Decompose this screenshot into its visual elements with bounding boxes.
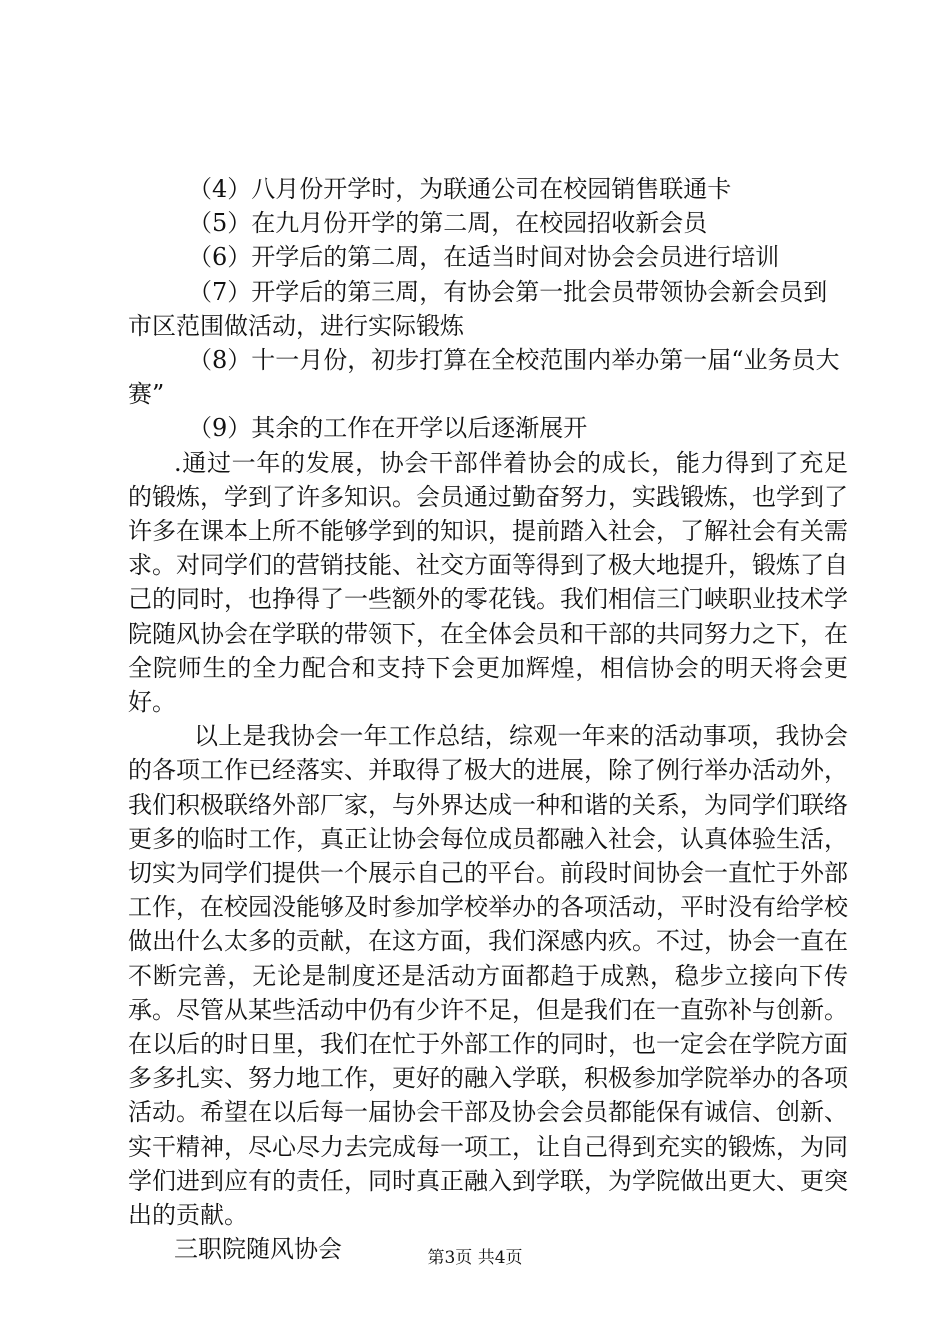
list-item: （5）在九月份开学的第二周，在校园招收新会员 — [188, 209, 708, 238]
list-item: （4）八月份开学时，为联通公司在校园销售联通卡 — [188, 175, 732, 203]
list-item: （7）开学后的第三周，有协会第一批会员带领协会新会员到市区范围做活动，进行实际锻炼 — [128, 277, 828, 340]
list-item: （6）开学后的第二周，在适当时间对协会会员进行培训 — [188, 243, 780, 272]
list-item: （8）十一月份，初步打算在全校范围内举办第一届“业务员大赛” — [128, 346, 840, 409]
page-footer: 第3页 共4页 — [427, 1248, 523, 1268]
paragraph: .通过一年的发展，协会干部伴着协会的成长，能力得到了充足的锻炼，学到了许多知识。会员通过勤奋努力，实践锻炼，也学到了许多在课本上所不能够学到的知识，提前踏入社会，了解社会有关需求。对同学们的营销技能、社交方面等得到了极大地提升，锻炼了自己的同时，也挣得了一些额外的零花钱。我们相信三门峡职业技术学院随风协会在学联的带领下，在全体会员和干部的共同努力之下，在全院师生的全力配合和支持下会更加辉煌，相信协会的明天将会更好。 — [128, 448, 848, 717]
paragraph: 以上是我协会一年工作总结，综观一年来的活动事项，我协会的各项工作已经落实、并取得了极大的进展，除了例行举办活动外，我们积极联络外部厂家，与外界达成一种和谐的关系，为同学们联络更多的临时工作，真正让协会每位成员都融入社会，认真体验生活，切实为同学们提供一个展示自己的平台。前段时间协会一直忙于外部工作，在校园没能够及时参加学校举办的各项活动，平时没有给学校做出什么太多的贡献，在这方面，我们深感内疚。不过，协会一直在不断完善，无论是制度还是活动方面都趋于成熟，稳步立接向下传承。尽管从某些活动中仍有少许不足，但是我们在一直弥补与创新。在以后的时日里，我们在忙于外部工作的同时，也一定会在学院方面多多扎实、努力地工作，更好的融入学联，积极参加学院举办的各项活动。希望在以后每一届协会干部及协会会员都能保有诚信、创新、实干精神，尽心尽力去完成每一项工，让自己得到充实的锻炼，为同学们进到应有的责任，同时真正融入到学联，为学院做出更大、更突出的贡献。 — [128, 722, 848, 1230]
list-item: （9）其余的工作在开学以后逐渐展开 — [188, 414, 588, 443]
body-text — [128, 172, 848, 1267]
signature: 三职院随风协会 — [174, 1235, 342, 1264]
